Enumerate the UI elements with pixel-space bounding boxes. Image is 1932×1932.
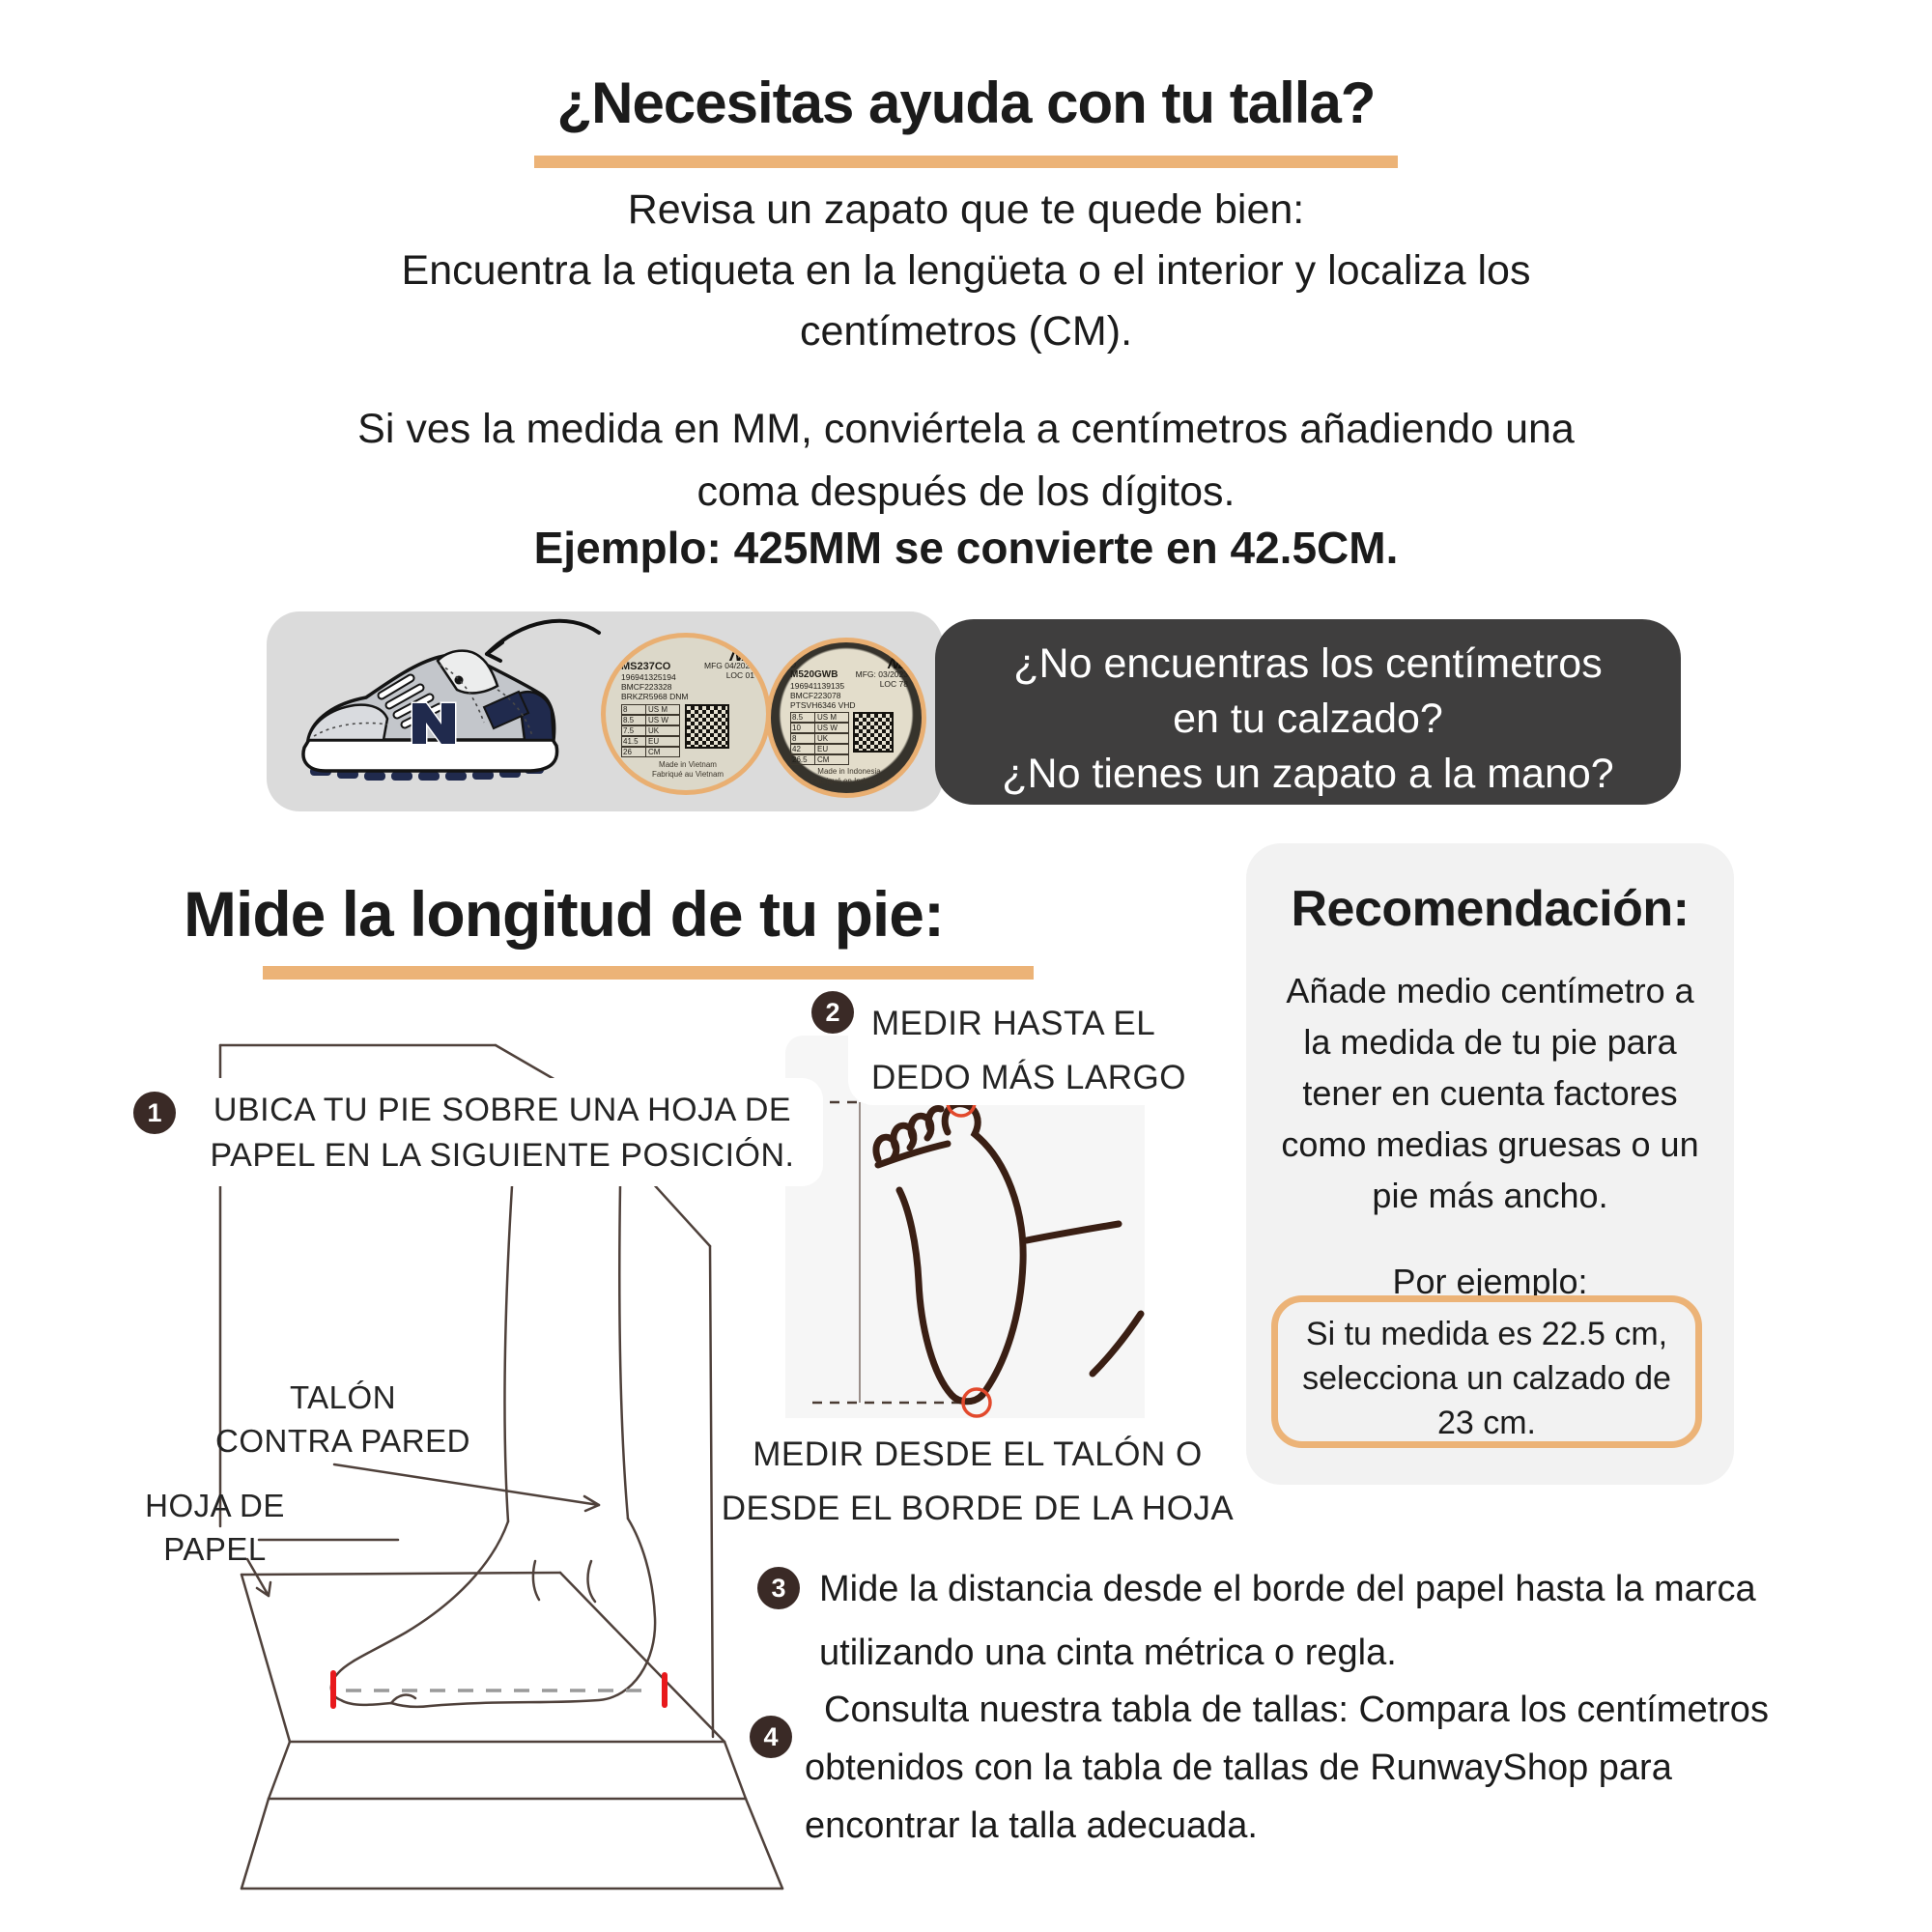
tag2-loc: LOC 78 <box>879 679 908 689</box>
paper-label-line: HOJA DE <box>145 1488 285 1523</box>
size-value: 8 <box>621 704 645 715</box>
size-tag-photo-2 <box>766 638 926 798</box>
intro-text <box>0 180 1932 362</box>
step1-badge: 1 <box>133 1092 176 1134</box>
size-tag-1-content <box>606 638 766 790</box>
tag2-ref2: PTSVH6346 VHD <box>790 700 856 710</box>
recommendation-panel <box>1246 843 1734 1485</box>
step2-badge: 2 <box>811 991 854 1034</box>
step1-line: UBICA TU PIE SOBRE UNA HOJA DE <box>213 1092 792 1128</box>
example-box-line: Si tu medida es 22.5 cm, <box>1305 1316 1668 1352</box>
tag1-ids <box>621 651 688 701</box>
mm-line: Si ves la medida en MM, conviértela a centímetros añadiendo una <box>357 406 1575 452</box>
qr-code-icon <box>685 704 729 749</box>
size-value: 26 <box>621 747 645 757</box>
measure-section-title: Mide la longitud de tu pie: <box>184 878 944 950</box>
step2-text <box>871 997 1229 1105</box>
tag1-made1: Made in Vietnam <box>659 760 717 769</box>
measure-from-line: MEDIR DESDE EL TALÓN O <box>753 1435 1203 1473</box>
tag2-model: M520GWB <box>790 669 838 680</box>
heel-label-line: CONTRA PARED <box>215 1423 470 1459</box>
intro-line: centímetros (CM). <box>799 308 1133 355</box>
section-underline <box>263 966 1034 980</box>
size-unit: CM <box>814 754 849 765</box>
heel-against-wall-label <box>208 1376 478 1463</box>
tag2-ids <box>790 660 856 710</box>
recommendation-line: tener en cuenta factores <box>1302 1073 1678 1113</box>
example-box-line: 23 cm. <box>1436 1405 1537 1441</box>
tag2-made1: Made in Indonesia <box>817 767 881 776</box>
nb-logo-icon: NB <box>727 645 757 666</box>
step1-line: PAPEL EN LA SIGUIENTE POSICIÓN. <box>210 1137 795 1174</box>
tag1-model: MS237CO <box>621 661 671 672</box>
measure-from-text <box>717 1428 1238 1536</box>
mm-line: coma después de los dígitos. <box>696 469 1236 515</box>
size-unit: US M <box>814 712 849 723</box>
size-unit: US W <box>645 715 680 725</box>
tag1-ref2: BRKZR5968 DNM <box>621 692 689 701</box>
tag2-ref1: BMCF223078 <box>790 691 841 700</box>
tag1-size-table <box>621 704 680 757</box>
tag1-ref1: BMCF223328 <box>621 682 672 692</box>
size-value: 26.5 <box>790 754 814 765</box>
step2-line: MEDIR HASTA EL <box>871 1005 1156 1042</box>
sheet-of-paper-label <box>130 1484 299 1571</box>
tag2-made2: Fabriqué en Indonésie <box>810 776 888 785</box>
example-box-line: selecciona un calzado de <box>1302 1360 1671 1397</box>
size-unit: EU <box>814 744 849 754</box>
size-value: 41.5 <box>621 736 645 747</box>
size-unit: EU <box>645 736 680 747</box>
step4-text <box>805 1681 1896 1855</box>
size-unit: UK <box>645 725 680 736</box>
size-unit: UK <box>814 733 849 744</box>
question-line: ¿No encuentras los centímetros <box>1013 640 1603 687</box>
size-tag-2-content <box>771 642 922 793</box>
tag1-upc: 196941325194 <box>621 672 676 682</box>
step4-line: obtenidos con la tabla de tallas de RunwayShop para <box>805 1747 1672 1788</box>
example-highlight-box <box>1271 1295 1702 1448</box>
tag2-size-table <box>790 712 849 765</box>
size-unit: US W <box>814 723 849 733</box>
tag1-corner: D <box>621 651 628 661</box>
size-unit: US M <box>645 704 680 715</box>
step4-line: Consulta nuestra tabla de tallas: Compara los centímetros <box>824 1690 1769 1730</box>
step3-text <box>819 1557 1891 1685</box>
recommendation-line: como medias gruesas o un <box>1281 1124 1699 1164</box>
tag1-made2: Fabriqué au Vietnam <box>651 769 724 779</box>
nb-logo-icon: NB <box>886 656 910 672</box>
step2-line: DEDO MÁS LARGO <box>871 1059 1186 1096</box>
qr-code-icon <box>853 712 894 753</box>
step4-line: encontrar la talla adecuada. <box>805 1805 1258 1846</box>
size-value: 7.5 <box>621 725 645 736</box>
step4-badge: 4 <box>750 1716 792 1758</box>
for-example-label: Por ejemplo: <box>1392 1262 1588 1301</box>
paper-label-line: PAPEL <box>163 1531 267 1567</box>
step3-line: utilizando una cinta métrica o regla. <box>819 1633 1397 1673</box>
size-unit: CM <box>645 747 680 757</box>
step1-text <box>184 1088 821 1179</box>
mm-conversion-text <box>0 398 1932 524</box>
tag1-loc: LOC 01 <box>725 670 754 680</box>
size-value: 42 <box>790 744 814 754</box>
page-title: ¿Necesitas ayuda con tu talla? <box>556 71 1376 135</box>
question-line: en tu calzado? <box>1173 696 1443 742</box>
recommendation-line: pie más ancho. <box>1372 1176 1608 1215</box>
tag2-corner: D <box>790 660 797 669</box>
question-line: ¿No tienes un zapato a la mano? <box>1002 751 1614 797</box>
measure-from-line: DESDE EL BORDE DE LA HOJA <box>721 1490 1235 1527</box>
intro-line: Revisa un zapato que te quede bien: <box>627 186 1305 233</box>
no-cm-question-box <box>935 619 1681 805</box>
size-tag-photo-1 <box>601 633 771 795</box>
tag1-mfg: MFG 04/2023 <box>704 661 754 670</box>
title-underline <box>534 156 1398 168</box>
mm-example-text: Ejemplo: 425MM se convierte en 42.5CM. <box>533 523 1399 573</box>
tag2-upc: 196941139135 <box>790 681 845 691</box>
size-value: 8 <box>790 733 814 744</box>
intro-line: Encuentra la etiqueta en la lengüeta o el interior y localiza los <box>401 247 1531 294</box>
size-value: 8.5 <box>621 715 645 725</box>
heel-label-line: TALÓN <box>289 1379 397 1415</box>
recommendation-title: Recomendación: <box>1291 881 1690 937</box>
tag2-mfg: MFG: 03/2023 <box>855 669 908 679</box>
step3-line: Mide la distancia desde el borde del papel hasta la marca <box>819 1569 1756 1609</box>
recommendation-body <box>1246 965 1734 1221</box>
size-value: 10 <box>790 723 814 733</box>
size-value: 8.5 <box>790 712 814 723</box>
step3-badge: 3 <box>757 1567 800 1609</box>
recommendation-line: Añade medio centímetro a <box>1286 971 1694 1010</box>
recommendation-line: la medida de tu pie para <box>1303 1022 1677 1062</box>
